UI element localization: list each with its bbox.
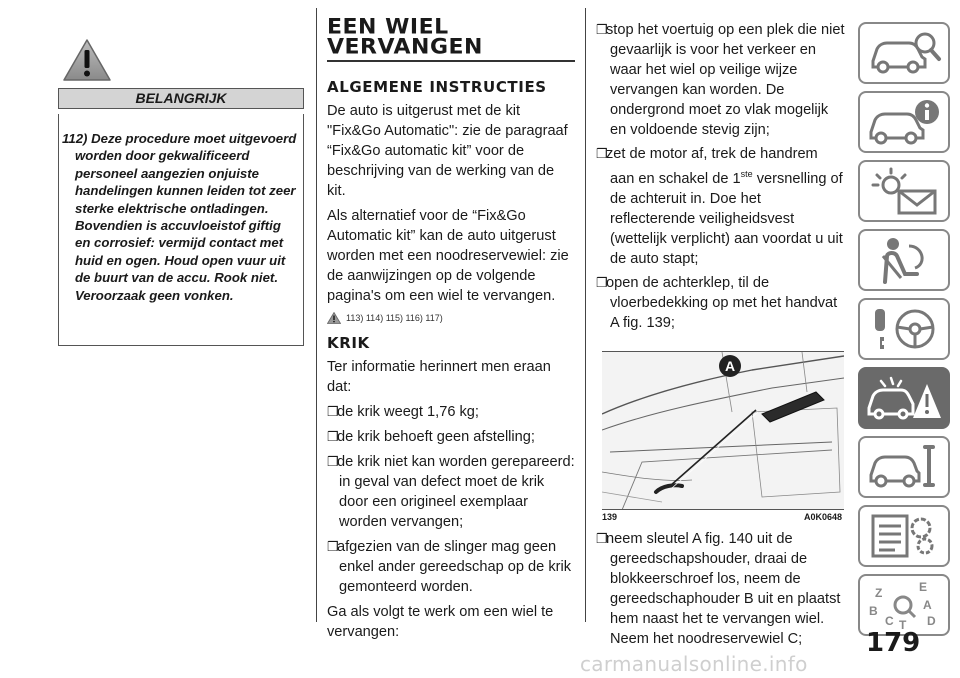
car-wrench-icon <box>865 441 943 493</box>
tab-info[interactable] <box>858 91 950 153</box>
bullet-glyph: ❒ <box>327 404 339 419</box>
list-gears-icon <box>865 510 943 562</box>
right-column <box>596 20 846 649</box>
airbag-seat-icon <box>865 234 943 286</box>
list-item: ❒zet de motor af, trek de handrem aan en schakel de 1ste versnelling of de achteruit in. Doe het reflecterende veiligheidsvest (wettelijk verplicht) aan voordat u uit de auto stapt; <box>596 146 843 267</box>
svg-text:T: T <box>899 618 907 631</box>
small-warning-icon <box>327 312 341 324</box>
svg-text:D: D <box>927 614 936 628</box>
tab-safety[interactable] <box>858 229 950 291</box>
bullet-glyph: ❒ <box>327 429 339 444</box>
svg-text:C: C <box>885 614 894 628</box>
car-info-icon <box>865 96 943 148</box>
middle-column <box>327 15 575 642</box>
figure-number: 139 <box>602 511 618 522</box>
tab-emergency[interactable] <box>858 367 950 429</box>
bullet-glyph: ❒ <box>596 146 608 161</box>
chapter-tabs <box>858 22 950 643</box>
alphabetical-index-icon <box>865 579 943 631</box>
list-item: ❒de krik behoeft geen afstelling; <box>327 429 535 445</box>
list-item: ❒de krik weegt 1,76 kg; <box>327 404 479 420</box>
warning-triangle-icon <box>62 38 112 82</box>
tab-index[interactable] <box>858 574 950 636</box>
figure-callout-a: A <box>724 357 736 374</box>
tab-starting-driving[interactable] <box>858 298 950 360</box>
warning-header: BELANGRIJK <box>58 88 304 109</box>
bullet-glyph: ❒ <box>327 539 339 554</box>
svg-text:A: A <box>923 598 932 612</box>
list-item: ❒open de achterklep, til de vloerbedekking op met het handvat A fig. 139; <box>596 274 838 331</box>
list-item: ❒stop het voertuig op een plek die niet gevaarlijk is voor het verkeer en waar het wiel op veilige wijze vervangen kan worden. De ondergrond moet zo vlak mogelijk en voldoende stevig zijn; <box>596 22 845 138</box>
paragraph: De auto is uitgerust met de kit "Fix&Go Automatic": zie de paragraaf “Fix&Go automatic kit” voor de beschrijving van de werking van de kit. <box>327 103 568 199</box>
figure-code: A0K0648 <box>803 511 842 522</box>
bullet-glyph: ❒ <box>596 274 608 290</box>
paragraph: Als alternatief voor de “Fix&Go Automatic kit” kan de auto uitgerust worden met een noodreservewiel: zie de aanwijzingen op de volgende pagina's om een wiel te vervangen. <box>327 208 569 304</box>
list-item: ❒de krik niet kan worden gerepareerd: in geval van defect moet de krik door een origineel exemplaar worden vervangen; <box>327 454 575 530</box>
bullet-glyph: ❒ <box>596 530 608 546</box>
list-item: ❒neem sleutel A fig. 140 uit de gereedschapshouder, draai de blokkeerschroef los, neem de gereedschaphouder B uit en plaatst hem naast het te vervangen wiel. Neem het noodreservewiel C; <box>596 530 841 647</box>
bullet-glyph: ❒ <box>596 22 608 37</box>
paragraph: Ter informatie herinnert men eraan dat: <box>327 359 551 395</box>
page-title-line2: VERVANGEN <box>327 35 483 60</box>
column-divider-right <box>585 8 586 622</box>
tab-maintenance[interactable] <box>858 436 950 498</box>
page-number: 179 <box>866 628 921 658</box>
tab-technical-data[interactable] <box>858 505 950 567</box>
watermark-text: carmanualsonline.info <box>580 652 808 676</box>
tab-vehicle-knowledge[interactable] <box>858 22 950 84</box>
section-heading-krik: KRIK <box>327 334 370 352</box>
section-heading-general: ALGEMENE INSTRUCTIES <box>327 78 547 96</box>
key-steering-wheel-icon <box>865 303 943 355</box>
bullet-glyph: ❒ <box>327 454 339 469</box>
list-item: ❒afgezien van de slinger mag geen enkel ander gereedschap op de krik gemonteerd worden. <box>327 539 572 595</box>
warning-number: 112) <box>62 131 88 146</box>
title-underline <box>327 60 575 62</box>
warning-body: Deze procedure moet uitgevoerd worden door gekwalificeerd personeel aangezien onjuiste handelingen kunnen leiden tot zeer sterke elektrische ontladingen. Bovendien is accuvloeistof giftig en corrosief: vermijd contact met huid en ogen. Houd open vuur uit de buurt van de accu. Rook niet. Veroorzaak geen vonken. <box>75 131 297 303</box>
warning-light-envelope-icon <box>865 165 943 217</box>
warning-references <box>327 312 575 324</box>
car-warning-triangle-icon <box>865 372 943 424</box>
warning-text <box>62 130 298 304</box>
page-title-line1: EEN WIEL <box>327 15 449 40</box>
paragraph: Ga als volgt te werk om een wiel te vervangen: <box>327 604 554 640</box>
car-magnifier-icon <box>865 27 943 79</box>
figure-139-image <box>602 351 844 509</box>
svg-text:E: E <box>919 580 928 594</box>
svg-text:Z: Z <box>875 586 883 600</box>
reference-numbers: 113) 114) 115) 116) 117) <box>346 313 443 323</box>
figure-caption <box>602 509 844 525</box>
column-divider-left <box>316 8 317 622</box>
svg-text:B: B <box>869 604 878 618</box>
tab-warning-lights[interactable] <box>858 160 950 222</box>
trunk-illustration <box>602 352 844 509</box>
